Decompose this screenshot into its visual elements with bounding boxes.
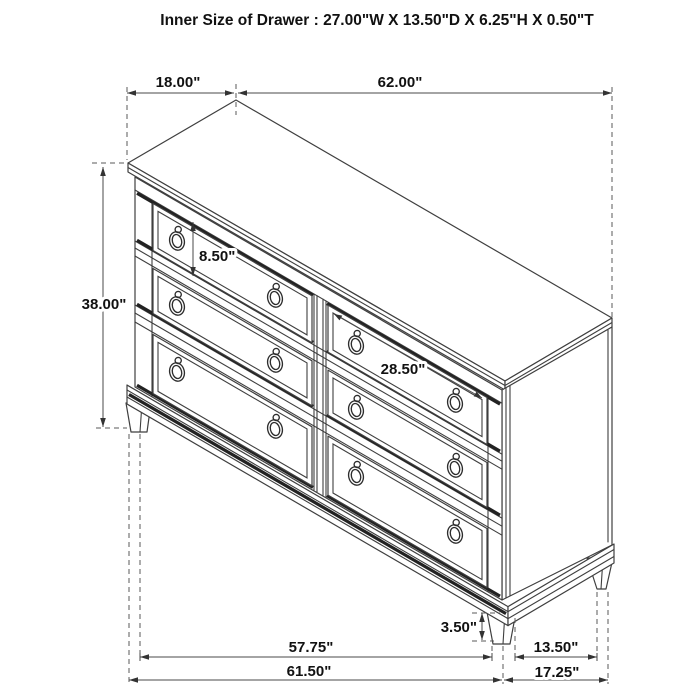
label-overall-height: 38.00": [81, 296, 127, 313]
dimension-base-front-overall: [129, 663, 502, 683]
dresser-drawing: [126, 100, 614, 644]
label-top-depth: 18.00": [155, 74, 201, 91]
dimension-base-front-inner: [140, 639, 492, 661]
label-drawer-width: 28.50": [380, 361, 426, 378]
label-base-side-inner: 13.50": [533, 639, 579, 656]
dimension-base-side-inner: [515, 639, 597, 661]
label-drawer-face-height: 8.50": [199, 248, 236, 265]
label-base-front-inner: 57.75": [288, 639, 334, 656]
label-base-front-overall: 61.50": [286, 663, 332, 680]
dimension-overall-height: [82, 163, 127, 428]
label-top-width: 62.00": [377, 74, 423, 91]
diagram-title: Inner Size of Drawer : 27.00"W X 13.50"D X 6.25"H X 0.50"T: [160, 12, 594, 29]
label-leg-height: 3.50": [440, 619, 477, 636]
dimension-base-side-overall: [504, 664, 608, 683]
label-base-side-overall: 17.25": [534, 664, 580, 681]
